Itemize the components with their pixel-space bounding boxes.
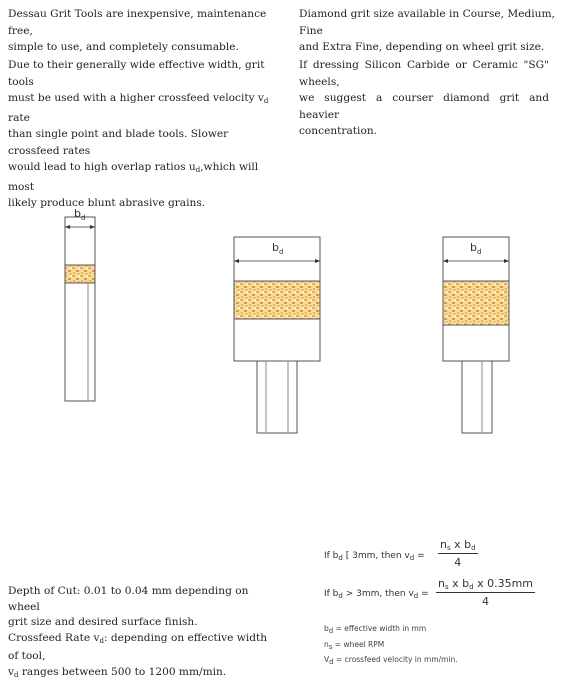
intro-left-line1: Dessau Grit Tools are inexpensive, maintenance free,: [8, 6, 270, 39]
formula-1-denominator: 4: [438, 554, 478, 569]
width-line2: [8, 90, 276, 126]
formula-2-numerator: $n_s$ x $b_d$ x 0.35mm: [436, 577, 535, 593]
depth-line3-sub: d: [99, 637, 103, 645]
intro-left: [8, 6, 270, 56]
tool-illustrations: [0, 195, 572, 435]
formula-2-denominator: 4: [436, 593, 535, 608]
width-line2-a: must be used with a higher crossfeed velocity v: [8, 92, 264, 104]
legend-crossfeed-velocity: $V_d$ = crossfeed velocity in mm/min.: [324, 655, 458, 666]
depth-line4: [8, 665, 278, 683]
intro-right-line1: Diamond grit size available in Course, Medium, Fine: [299, 6, 567, 39]
legend-wheel-rpm: $n_s$ = wheel RPM: [324, 640, 384, 651]
width-line4: [8, 159, 276, 195]
depth-line4-sub: d: [14, 671, 18, 679]
width-line3: than single point and blade tools. Slower crossfeed rates: [8, 126, 276, 159]
formula-1-lhs: If $b_d$ [ 3mm, then $v_d$ =: [324, 551, 425, 562]
width-line5: likely produce blunt abrasive grains.: [8, 195, 276, 212]
depth-paragraph: [8, 584, 278, 683]
width-line2-sub: d: [264, 97, 268, 105]
width-line1: Due to their generally wide effective width, grit tools: [8, 57, 276, 90]
intro-right: [299, 6, 567, 56]
formula-2-fraction: [436, 577, 535, 608]
legend-effective-width: $b_d$ = effective width in mm: [324, 624, 426, 635]
sg-line1: If dressing Silicon Carbide or Ceramic "SG" wheels,: [299, 57, 549, 90]
depth-line3-a: Crossfeed Rate v: [8, 632, 99, 644]
intro-right-line2: and Extra Fine, depending on wheel grit size.: [299, 39, 567, 56]
depth-line4-b: ranges between 500 to 1200 mm/min.: [18, 666, 226, 678]
tool-medium: [443, 237, 509, 433]
tool-wide: [234, 237, 320, 433]
formula-1-numerator: $n_s$ x $b_d$: [438, 538, 478, 554]
sg-paragraph: [299, 57, 549, 140]
width-line4-a: would lead to high overlap ratios u: [8, 161, 196, 173]
sg-line2: we suggest a courser diamond grit and heavier: [299, 90, 549, 123]
width-line4-b: ,which will most: [8, 161, 258, 193]
tool-narrow-label: $b_d$: [74, 207, 85, 222]
tool-medium-label: $b_d$: [470, 241, 481, 256]
depth-line3: [8, 631, 278, 665]
width-line4-sub: d: [196, 166, 200, 174]
formula-2-lhs: If $b_d > 3mm$, then $v_d$ =: [324, 589, 429, 600]
depth-line1: Depth of Cut: 0.01 to 0.04 mm depending on wheel: [8, 584, 278, 615]
intro-left-line2: simple to use, and completely consumable.: [8, 39, 270, 56]
tool-wide-label: $b_d$: [272, 241, 283, 256]
width-line2-b: rate: [8, 112, 30, 124]
depth-line4-a: v: [8, 666, 14, 678]
depth-line3-b: : depending on effective width of tool,: [8, 632, 267, 663]
sg-line3: concentration.: [299, 123, 549, 140]
tool-narrow: [65, 207, 95, 401]
depth-line2: grit size and desired surface finish.: [8, 615, 278, 631]
width-paragraph: [8, 57, 276, 212]
formula-1-fraction: [438, 538, 478, 569]
